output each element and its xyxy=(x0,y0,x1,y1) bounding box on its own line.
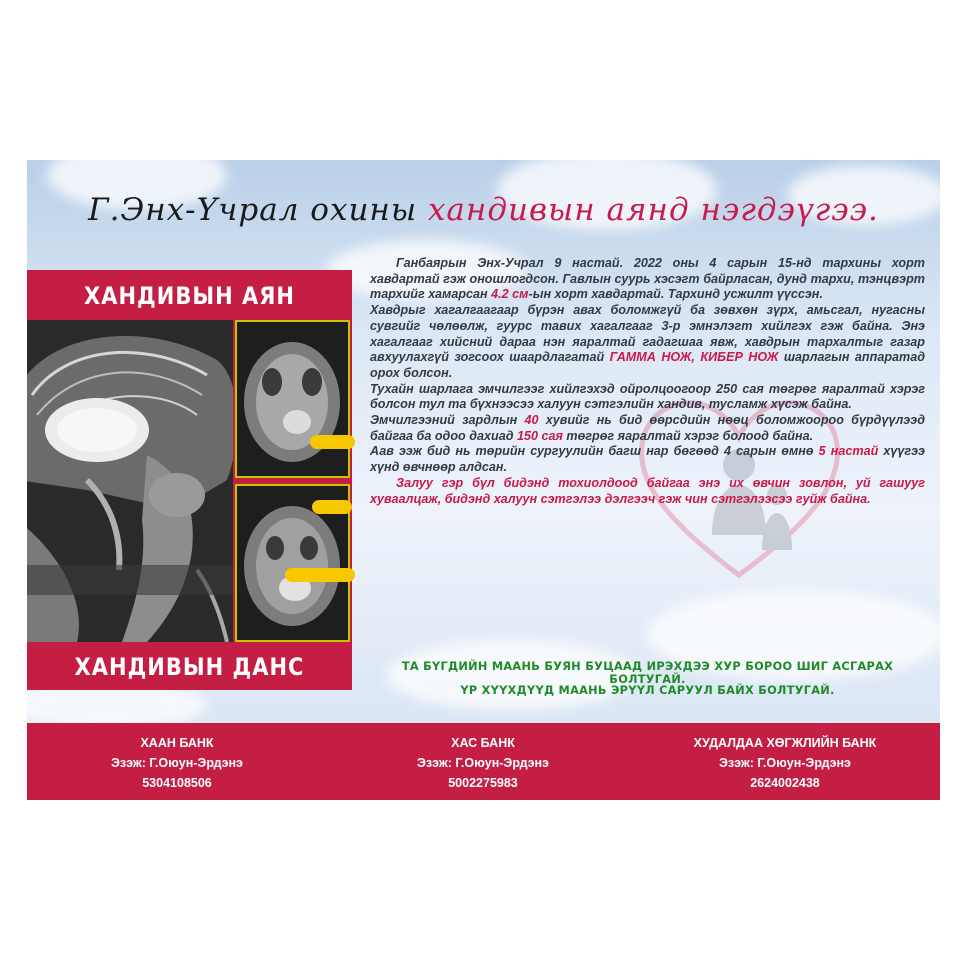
bank-name: ХААН БАНК xyxy=(140,736,214,750)
paragraph-appeal: Залуу гэр бүл бидэнд тохиолдоод байгаа энэ их өвчин зовлон, уй гашууг хуваалцаж, бидэнд халуун сэтгэлээ дэлгээч гэж чин сэтгэлээсээ гуйж байна. xyxy=(370,475,925,506)
paragraph-treatment xyxy=(370,303,925,382)
bank-name: ХАС БАНК xyxy=(451,736,515,750)
text: Ганбаярын Энх-Учрал 9 настай. 2022 оны 4 сарын 15-нд тархины хорт хавдартай гэж оношлогдсон. Гавлын суурь хэсэгт байрласан, дунд тархи, тэнцвэрт тархийг хамарсан xyxy=(370,256,925,302)
blessing-line-1: ТА БҮГДИЙН МААНЬ БУЯН БУЦААД ИРЭХДЭЭ ХУР БОРОО ШИГ АСГАРАХ БОЛТУГАЙ. xyxy=(401,660,894,686)
paragraph-funding xyxy=(370,413,925,444)
account-number: 5304108506 xyxy=(142,776,212,790)
bank-tdb xyxy=(655,733,915,793)
text: Хавдрыг хагалгаагаар бүрэн авах боломжгүй ба зөвхөн зүрх, амьсгал, нугасны сувгийг чөлөөлж, гуурс тавих хагалгааг 3-р эмнэлэгт хийлгэх гэж байна. Энэ хагалгааг хийсний дараа нэн яаралтай гадагшаа явж, хавдрын тархалтыг газар авхуулахгүй зогсоох шаардлагатай xyxy=(370,303,925,365)
bank-accounts-strip xyxy=(27,723,940,800)
tumor-size: 4.2 см xyxy=(491,287,529,302)
story-text xyxy=(370,256,925,507)
account-banner: ХАНДИВЫН ДАНС xyxy=(74,653,305,681)
text: төгрөг яаралтай хэрэг болоод байна. xyxy=(562,428,814,443)
account-owner: Эзэж: Г.Оюун-Эрдэнэ xyxy=(417,756,549,770)
paragraph-cost: Тухайн шарлага эмчилгээг хийлгэхэд ойролцоогоор 250 сая төгрөг яаралтай хэрэг болсон тул та бүхнээсээ халуун сэтгэлийн хандив, тусламж хүсэж байна. xyxy=(370,381,925,412)
account-number: 5002275983 xyxy=(448,776,518,790)
highlight-mark xyxy=(310,435,355,449)
text: шарлагын аппаратад орох болсон. xyxy=(370,350,926,380)
title-name: Г.Энх-Үчрал охины xyxy=(88,192,418,228)
text: -ын хорт хавдартай. Тархинд усжилт үүссэн. xyxy=(528,287,823,302)
amount-needed: 150 сая xyxy=(517,428,563,443)
campaign-banner: ХАНДИВЫН АЯН xyxy=(84,282,295,310)
blessing-line-2: ҮР ХҮҮХДҮҮД МААНЬ ЭРҮҮЛ САРУУЛ БАЙХ БОЛТУГАЙ. xyxy=(460,684,835,697)
mri-sagittal-image xyxy=(27,320,233,642)
account-owner: Эзэж: Г.Оюун-Эрдэнэ xyxy=(719,756,851,770)
text: Аав ээж бид нь төрийн сургуулийн багш нар бөгөөд 4 сарын өмнө xyxy=(370,444,819,459)
bank-khan xyxy=(47,733,307,793)
text: хувийг нь бид өөрсдийн нөөц боломжоороо бүрдүүлээд байгаа ба одоо дахиад xyxy=(370,413,925,443)
paragraph-diagnosis xyxy=(370,256,925,303)
bank-khas xyxy=(353,733,613,793)
text: Эмчилгээний зардлын xyxy=(370,413,525,428)
percent-value: 40 xyxy=(524,413,539,428)
age-value: 5 настай xyxy=(818,444,879,459)
highlight-mark xyxy=(285,568,355,582)
mri-axial-image-top xyxy=(235,320,350,478)
title-campaign: хандивын аянд нэгдэүгээ. xyxy=(427,192,879,228)
bank-name: ХУДАЛДАА ХӨГЖЛИЙН БАНК xyxy=(693,736,877,750)
left-panel xyxy=(27,270,352,690)
donation-poster xyxy=(27,160,940,800)
treatment-name: ГАММА НОЖ, КИБЕР НОЖ xyxy=(609,350,779,365)
paragraph-family xyxy=(370,444,925,475)
account-number: 2624002438 xyxy=(750,776,820,790)
poster-title xyxy=(27,192,940,228)
text: хүүгээ хүнд өвчнөөр алдсан. xyxy=(370,444,925,475)
account-owner: Эзэж: Г.Оюун-Эрдэнэ xyxy=(111,756,243,770)
highlight-mark xyxy=(312,500,352,514)
